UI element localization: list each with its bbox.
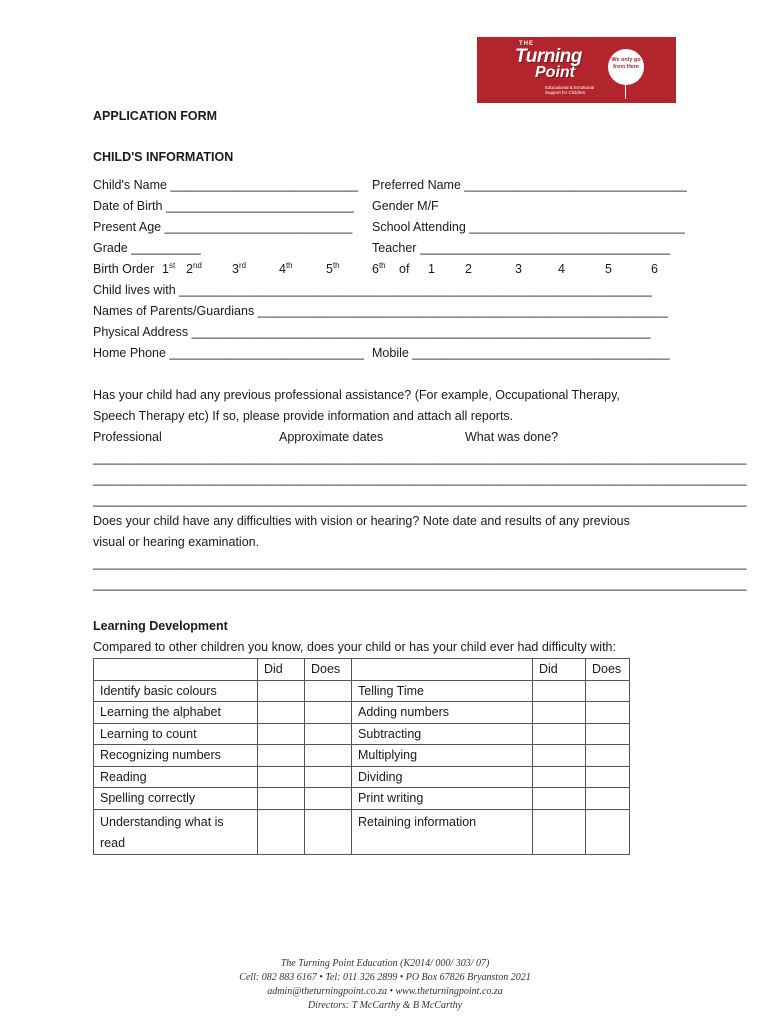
school-attending-field[interactable]: School Attending _______________________________ <box>372 220 685 234</box>
skill-label: Dividing <box>352 766 533 788</box>
header-did: Did <box>533 659 586 681</box>
footer-web: admin@theturningpoint.co.za • www.theturningpoint.co.za <box>267 986 503 997</box>
header-did: Did <box>258 659 305 681</box>
section-learning-development: Learning Development <box>93 619 228 633</box>
skill-label: Spelling correctly <box>94 788 258 810</box>
assistance-answer-line[interactable]: ______________________________________________________________________________________________ <box>93 493 747 507</box>
skill-label: Retaining information <box>352 809 533 854</box>
does-cell[interactable] <box>305 809 352 854</box>
childs-name-field[interactable]: Child's Name ___________________________ <box>93 178 359 192</box>
did-cell[interactable] <box>258 702 305 724</box>
child-lives-with-field[interactable]: Child lives with ____________________________________________________________________ <box>93 283 652 297</box>
gender-field[interactable]: Gender M/F <box>372 199 439 213</box>
table-row <box>94 809 630 854</box>
does-cell[interactable] <box>305 766 352 788</box>
did-cell[interactable] <box>533 766 586 788</box>
does-cell[interactable] <box>305 788 352 810</box>
did-cell[interactable] <box>533 809 586 854</box>
does-cell[interactable] <box>586 702 630 724</box>
logo-slogan: We only go from Here <box>611 57 641 70</box>
skill-label: Understanding what is read <box>94 809 258 854</box>
home-phone-field[interactable]: Home Phone ____________________________ <box>93 346 365 360</box>
does-cell[interactable] <box>305 723 352 745</box>
birth-order-label: Birth Order <box>93 262 155 276</box>
logo-tagline: Educational & Emotional Support for Children <box>545 85 595 95</box>
did-cell[interactable] <box>533 702 586 724</box>
birth-order-of: of <box>399 262 410 276</box>
skill-label: Print writing <box>352 788 533 810</box>
assistance-answer-line[interactable]: ______________________________________________________________________________________________ <box>93 472 747 486</box>
does-cell[interactable] <box>305 680 352 702</box>
did-cell[interactable] <box>258 788 305 810</box>
birth-order-2nd[interactable]: 2nd <box>186 261 202 276</box>
skill-label: Multiplying <box>352 745 533 767</box>
skill-label: Adding numbers <box>352 702 533 724</box>
does-cell[interactable] <box>586 809 630 854</box>
table-row <box>94 702 630 724</box>
mobile-field[interactable]: Mobile _____________________________________ <box>372 346 670 360</box>
grade-field[interactable]: Grade __________ <box>93 241 201 255</box>
birth-order-4th[interactable]: 4th <box>279 261 293 276</box>
preferred-name-field[interactable]: Preferred Name ________________________________ <box>372 178 687 192</box>
learning-intro: Compared to other children you know, does your child or has your child ever had difficulty with: <box>93 640 616 654</box>
did-cell[interactable] <box>258 766 305 788</box>
birth-order-3rd[interactable]: 3rd <box>232 261 247 276</box>
section-childs-information: CHILD'S INFORMATION <box>93 150 234 164</box>
header-blank-cell <box>352 659 533 681</box>
table-row <box>94 723 630 745</box>
skill-label: Learning to count <box>94 723 258 745</box>
column-approximate-dates: Approximate dates <box>279 430 384 444</box>
assistance-answer-line[interactable]: ______________________________________________________________________________________________ <box>93 451 747 465</box>
does-cell[interactable] <box>586 680 630 702</box>
assistance-question-line1: Has your child had any previous professional assistance? (For example, Occupational Therapy, <box>93 388 620 402</box>
sibling-count-4[interactable]: 4 <box>558 262 565 276</box>
footer-directors: Directors: T McCarthy & B McCarthy <box>307 1000 463 1011</box>
date-of-birth-field[interactable]: Date of Birth ___________________________ <box>93 199 354 213</box>
sibling-count-1[interactable]: 1 <box>428 262 435 276</box>
vision-question-line2: visual or hearing examination. <box>93 535 260 549</box>
parents-guardians-field[interactable]: Names of Parents/Guardians ___________________________________________________________ <box>93 304 668 318</box>
does-cell[interactable] <box>586 788 630 810</box>
learning-difficulty-table <box>93 658 630 855</box>
table-row <box>94 766 630 788</box>
does-cell[interactable] <box>586 766 630 788</box>
header-does: Does <box>305 659 352 681</box>
header-does: Does <box>586 659 630 681</box>
physical-address-field[interactable]: Physical Address __________________________________________________________________ <box>93 325 651 339</box>
sibling-count-5[interactable]: 5 <box>605 262 612 276</box>
footer-company: The Turning Point Education (K2014/ 000/ 303/ 07) <box>280 958 490 969</box>
table-row <box>94 745 630 767</box>
does-cell[interactable] <box>586 723 630 745</box>
birth-order-1st[interactable]: 1st <box>162 261 176 276</box>
vision-answer-line[interactable]: ______________________________________________________________________________________________ <box>93 577 747 591</box>
header-blank-cell <box>94 659 258 681</box>
did-cell[interactable] <box>258 745 305 767</box>
birth-order-6th[interactable]: 6th <box>372 261 386 276</box>
does-cell[interactable] <box>305 745 352 767</box>
skill-label: Telling Time <box>352 680 533 702</box>
skill-label: Learning the alphabet <box>94 702 258 724</box>
did-cell[interactable] <box>258 723 305 745</box>
did-cell[interactable] <box>258 680 305 702</box>
logo-the: THE <box>519 41 534 47</box>
logo-word-turning: Turning <box>515 46 582 67</box>
did-cell[interactable] <box>258 809 305 854</box>
logo <box>477 37 676 103</box>
teacher-field[interactable]: Teacher ____________________________________ <box>372 241 671 255</box>
did-cell[interactable] <box>533 723 586 745</box>
column-professional: Professional <box>93 430 162 444</box>
birth-order-5th[interactable]: 5th <box>326 261 340 276</box>
present-age-field[interactable]: Present Age ___________________________ <box>93 220 353 234</box>
did-cell[interactable] <box>533 745 586 767</box>
logo-word-point: Point <box>535 64 575 81</box>
sibling-count-3[interactable]: 3 <box>515 262 522 276</box>
skill-label: Reading <box>94 766 258 788</box>
skill-label: Recognizing numbers <box>94 745 258 767</box>
table-row <box>94 788 630 810</box>
vision-answer-line[interactable]: ______________________________________________________________________________________________ <box>93 556 747 570</box>
did-cell[interactable] <box>533 788 586 810</box>
footer-contact: Cell: 082 883 6167 • Tel: 011 326 2899 • PO Box 67826 Bryanston 2021 <box>239 972 531 983</box>
table-row <box>94 680 630 702</box>
did-cell[interactable] <box>533 680 586 702</box>
skill-label: Subtracting <box>352 723 533 745</box>
skill-label: Identify basic colours <box>94 680 258 702</box>
form-title: APPLICATION FORM <box>93 109 218 123</box>
table-header-row <box>94 659 630 681</box>
column-what-was-done: What was done? <box>465 430 559 444</box>
does-cell[interactable] <box>586 745 630 767</box>
does-cell[interactable] <box>305 702 352 724</box>
assistance-question-line2: Speech Therapy etc) If so, please provide information and attach all reports. <box>93 409 514 423</box>
vision-question-line1: Does your child have any difficulties with vision or hearing? Note date and results of any previous <box>93 514 630 528</box>
sibling-count-6[interactable]: 6 <box>651 262 658 276</box>
balloon-string <box>625 85 626 99</box>
sibling-count-2[interactable]: 2 <box>465 262 472 276</box>
